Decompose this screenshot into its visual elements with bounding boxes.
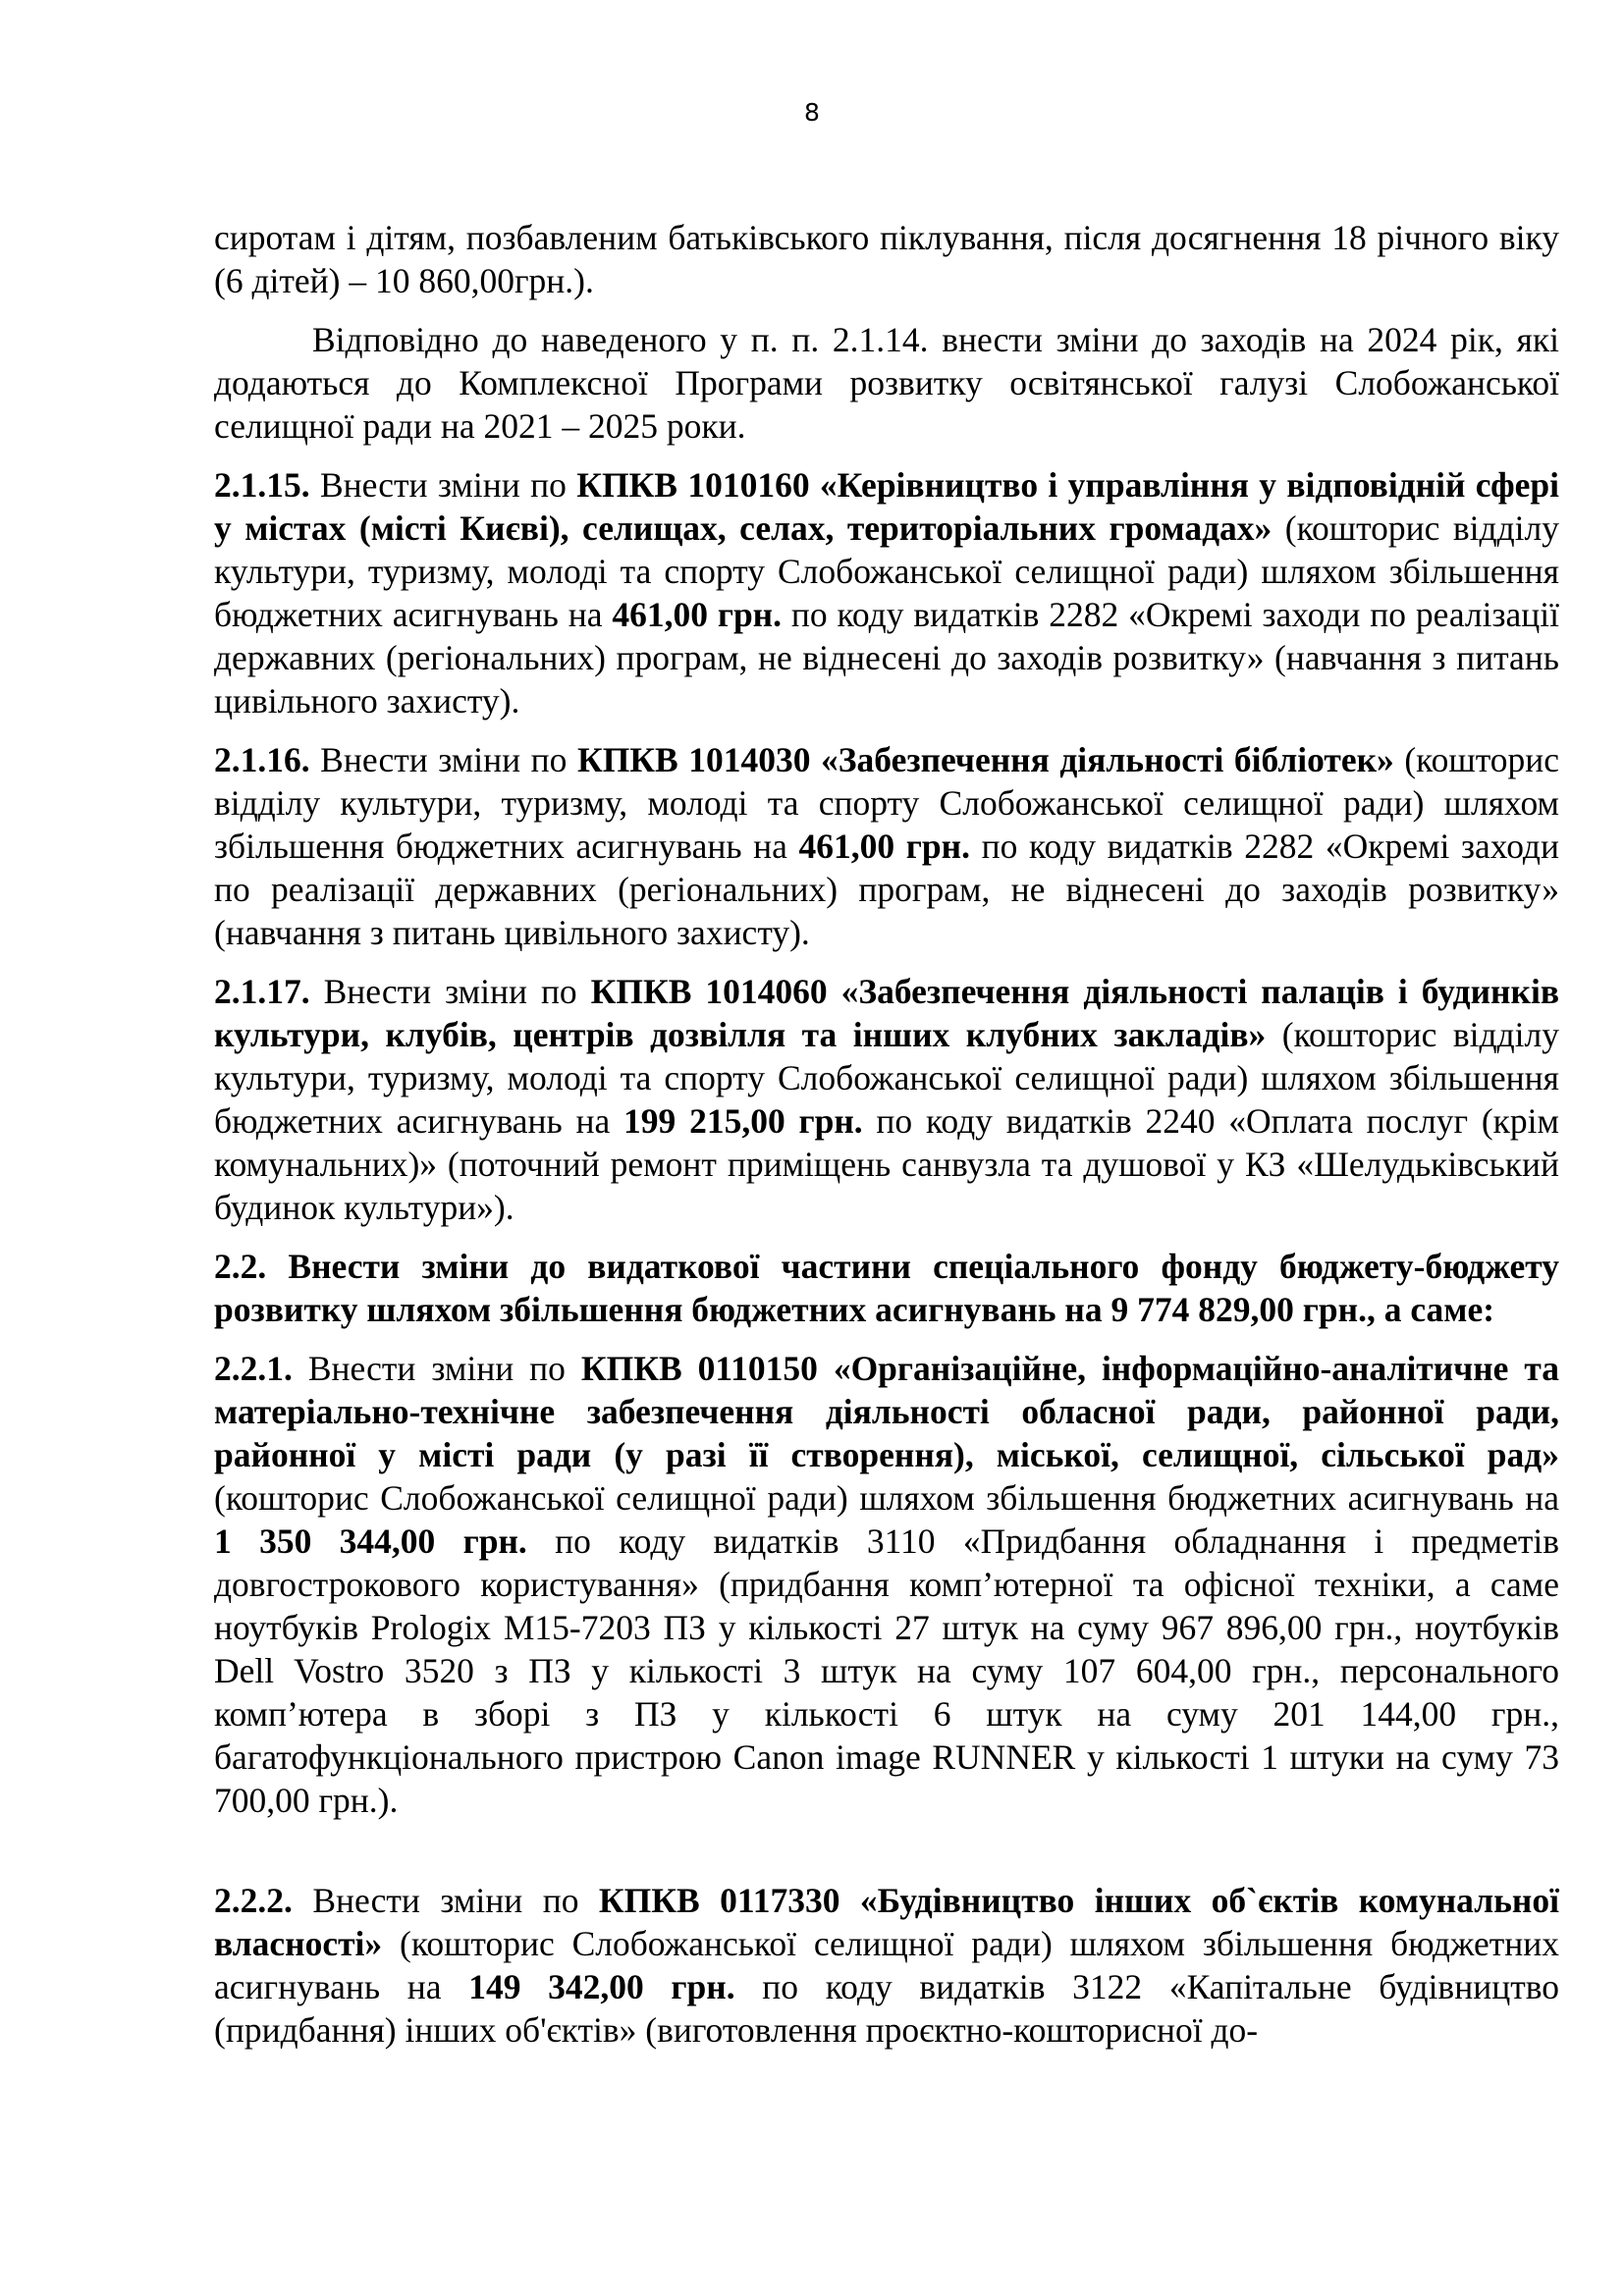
text-run: по коду видатків 3110 «Придбання обладнання і предметів довгострокового користування» (придбання комп’ютерної та офісної техніки, а саме ноутбуків Prologix M15-7203 ПЗ у кількості 27 штук на суму 967 896,00 грн., ноутбуків Dell Vostro 3520 з ПЗ у кількості 3 штук на суму 107 604,00 грн., персонального комп’ютера в зборі з ПЗ у кількості 6 штук на суму 201 144,00 грн., багатофункціонального пристрою Canon image RUNNER у кількості 1 штуки на суму 73 700,00 грн.). [214, 1522, 1559, 1820]
text-run: (кошторис відділу культури, туризму, молоді та спорту Слобожанської селищної ради) шляхом збільшення бюджетних асигнувань на [214, 740, 1560, 866]
section-number: 2.2.1. [214, 1349, 293, 1388]
section-number: 2.2.2. [214, 1881, 293, 1920]
text-run: Внести зміни по [292, 1881, 599, 1920]
kpkv-title: КПКВ 1014030 «Забезпечення діяльності бібліотек» [576, 740, 1394, 779]
text-run: (кошторис відділу культури, туризму, молоді та спорту Слобожанської селищної ради) шляхом збільшення бюджетних асигнувань на [214, 1015, 1559, 1141]
text-run: Внести зміни по [309, 972, 591, 1011]
paragraph-text: сиротам і дітям, позбавленим батьківського піклування, після досягнення 18 річного віку (6 дітей) – 10 860,00грн.). [214, 218, 1559, 300]
page-number: 8 [804, 98, 820, 127]
section-2-1-15 [214, 463, 1559, 722]
section-2-2-2 [214, 1879, 1559, 2052]
kpkv-title: КПКВ 0117330 «Будівництво інших об`єктів комунальної власності» [214, 1881, 1559, 1963]
section-number: 2.1.16. [214, 740, 310, 779]
text-run: (кошторис Слобожанської селищної ради) шляхом збільшення бюджетних асигнувань на [214, 1478, 1559, 1518]
section-number: 2.1.15. [214, 465, 310, 505]
paragraph-program-changes [214, 318, 1559, 448]
amount: 461,00 грн. [798, 827, 970, 866]
text-run: по коду видатків 2240 «Оплата послуг (крім комунальних)» (поточний ремонт приміщень санвузла та душової у КЗ «Шелудьківський будинок культури»). [214, 1101, 1560, 1227]
text-run: Внести зміни по [292, 1349, 581, 1388]
section-2-2 [214, 1245, 1559, 1331]
section-2-1-17 [214, 970, 1559, 1229]
text-run: (кошторис Слобожанської селищної ради) шляхом збільшення бюджетних асигнувань на [214, 1924, 1559, 2006]
section-heading: 2.2. Внести зміни до видаткової частини спеціального фонду бюджету-бюджету розвитку шляхом збільшення бюджетних асигнувань на 9 774 829,00 грн., а саме: [214, 1247, 1559, 1329]
section-2-1-16 [214, 738, 1559, 954]
kpkv-title: КПКВ 1014060 «Забезпечення діяльності палаців і будинків культури, клубів, центрів дозвілля та інших клубних закладів» [214, 972, 1559, 1054]
text-run: Внести зміни по [309, 465, 577, 505]
amount: 1 350 344,00 грн. [214, 1522, 527, 1561]
kpkv-title: КПКВ 0110150 «Організаційне, інформаційно-аналітичне та матеріально-технічне забезпечення діяльності обласної ради, районної ради, районної у місті ради (у разі її створення), міської, селищної, сільської рад» [214, 1349, 1559, 1474]
amount: 199 215,00 грн. [623, 1101, 863, 1141]
section-number: 2.1.17. [214, 972, 310, 1011]
section-2-2-1 [214, 1347, 1559, 1822]
kpkv-title: КПКВ 1010160 «Керівництво і управління у відповідній сфері у містах (місті Києві), селищах, селах, територіальних громадах» [214, 465, 1560, 548]
text-run: (кошторис відділу культури, туризму, молоді та спорту Слобожанської селищної ради) шляхом збільшення бюджетних асигнувань на [214, 508, 1559, 634]
text-run: по коду видатків 2282 «Окремі заходи по реалізації державних (регіональних) програм, не віднесені до заходів розвитку» (навчання з питань цивільного захисту). [214, 595, 1559, 721]
text-run: по коду видатків 3122 «Капітальне будівництво (придбання) інших об'єктів» (виготовлення проєктно-кошторисної до- [214, 1967, 1559, 2050]
paragraph-text: Відповідно до наведеного у п. п. 2.1.14. внести зміни до заходів на 2024 рік, які додаються до Комплексної Програми розвитку освітянської галузі Слобожанської селищної ради на 2021 – 2025 роки. [214, 320, 1559, 446]
paragraph-intro [214, 216, 1559, 302]
amount: 149 342,00 грн. [468, 1967, 735, 2006]
document-body [214, 216, 1559, 2067]
amount: 461,00 грн. [612, 595, 783, 634]
text-run: по коду видатків 2282 «Окремі заходи по реалізації державних (регіональних) програм, не віднесені до заходів розвитку» (навчання з питань цивільного захисту). [214, 827, 1559, 952]
text-run: Внести зміни по [309, 740, 577, 779]
